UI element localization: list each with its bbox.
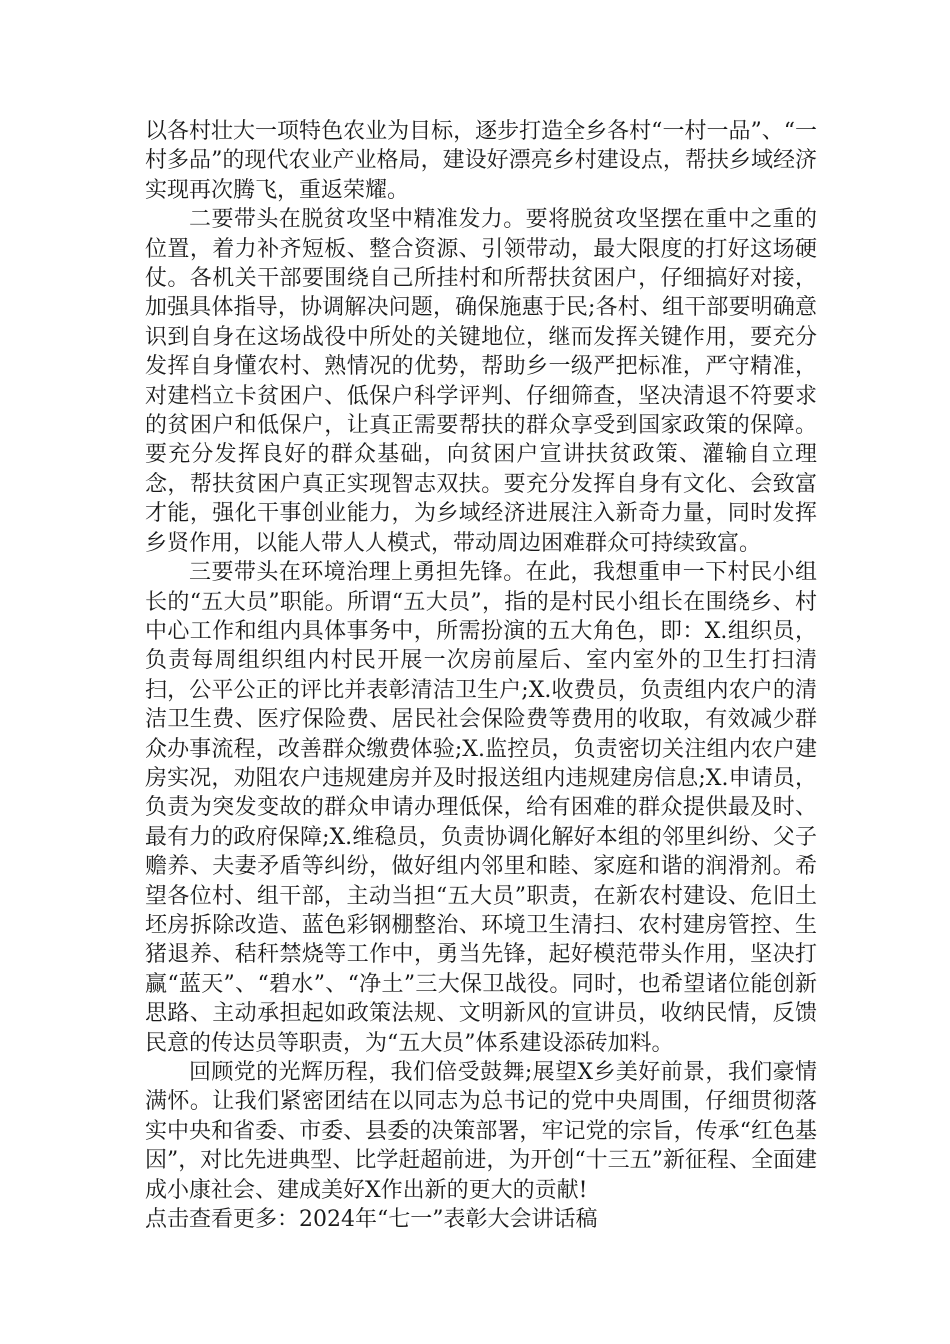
document-page: [145, 117, 817, 1234]
paragraph-closing: 回顾党的光辉历程，我们倍受鼓舞;展望X乡美好前景，我们豪情满怀。让我们紧密团结在以同志为总书记的党中央周围，仔细贯彻落实中央和省委、市委、县委的决策部署，牢记党的宗旨，传承“红色基因”，对比先进典型、比学赶超前进，为开创“十三五”新征程、全面建成小康社会、建成美好X作出新的更大的贡献!: [145, 1060, 817, 1203]
paragraph-environment-governance: 三要带头在环境治理上勇担先锋。在此，我想重申一下村民小组长的“五大员”职能。所谓“五大员”，指的是村民小组长在围绕乡、村中心工作和组内具体事务中，所需扮演的五大角色，即：X.组织员，负责每周组织组内村民开展一次房前屋后、室内室外的卫生打扫清扫，公平公正的评比并表彰清洁卫生户;X.收费员，负责组内农户的清洁卫生费、医疗保险费、居民社会保险费等费用的收取，有效减少群众办事流程，改善群众缴费体验;X.监控员，负责密切关注组内农户建房实况，劝阻农户违规建房并及时报送组内违规建房信息;X.申请员，负责为突发变故的群众申请办理低保，给有困难的群众提供最及时、最有力的政府保障;X.维稳员，负责协调化解好本组的邻里纠纷、父子赡养、夫妻矛盾等纠纷，做好组内邻里和睦、家庭和谐的润滑剂。希望各位村、组干部，主动当担“五大员”职责，在新农村建设、危旧土坯房拆除改造、蓝色彩钢棚整治、环境卫生清扫、农村建房管控、生猪退养、秸秆禁烧等工作中，勇当先锋，起好模范带头作用，坚决打赢“蓝天”、“碧水”、“净土”三大保卫战役。同时，也希望诸位能创新思路、主动承担起如政策法规、文明新风的宣讲员，收纳民情，反馈民意的传达员等职责，为“五大员”体系建设添砖加料。: [145, 560, 817, 1056]
more-link[interactable]: 点击查看更多：2024年“七一”表彰大会讲话稿: [145, 1207, 598, 1233]
paragraph-poverty-alleviation: 二要带头在脱贫攻坚中精准发力。要将脱贫攻坚摆在重中之重的位置，着力补齐短板、整合资源、引领带动，最大限度的打好这场硬仗。各机关干部要围绕自己所挂村和所帮扶贫困户，仔细搞好对接，加强具体指导，协调解决问题，确保施惠于民;各村、组干部要明确意识到自身在这场战役中所处的关键地位，继而发挥关键作用，要充分发挥自身懂农村、熟情况的优势，帮助乡一级严把标准，严守精准，对建档立卡贫困户、低保户科学评判、仔细筛查，坚决清退不符要求的贫困户和低保户，让真正需要帮扶的群众享受到国家政策的保障。要充分发挥良好的群众基础，向贫困户宣讲扶贫政策、灌输自立理念，帮扶贫困户真正实现智志双扶。要充分发挥自身有文化、会致富才能，强化干事创业能力，为乡域经济进展注入新奇力量，同时发挥乡贤作用，以能人带人人模式，带动周边困难群众可持续致富。: [145, 207, 817, 556]
paragraph-continuation: 以各村壮大一项特色农业为目标，逐步打造全乡各村“一村一品”、“一村多品”的现代农业产业格局，建设好漂亮乡村建设点，帮扶乡域经济实现再次腾飞，重返荣耀。: [145, 119, 817, 203]
